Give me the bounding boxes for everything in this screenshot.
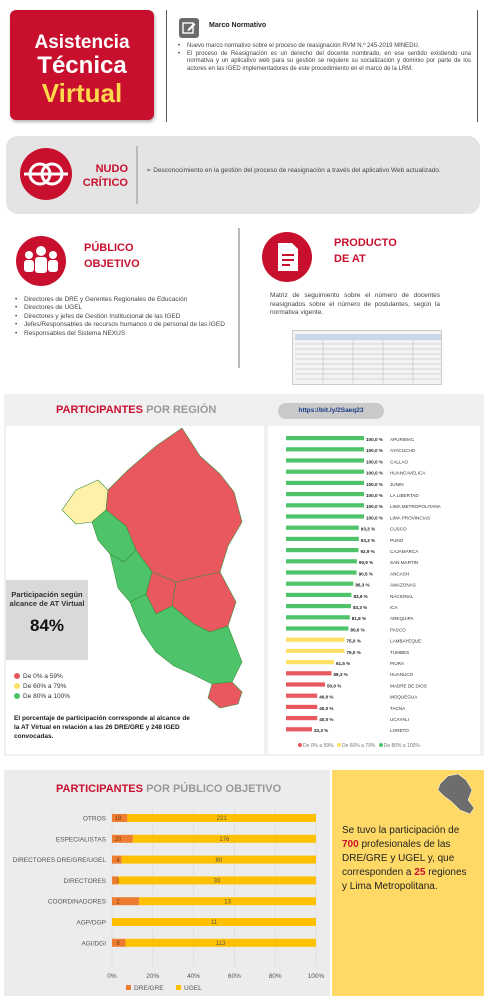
region-title-grey: POR REGIÓN: [146, 404, 217, 416]
nudo-title-line-1: NUDO: [95, 163, 128, 175]
region-bar: [286, 682, 325, 686]
region-bar: [286, 593, 351, 597]
region-bar-label: NACIONAL: [390, 593, 414, 599]
category-label: COORDINADORES: [47, 898, 106, 906]
region-note: El porcentaje de participación corresponde al alcance de la AT Virtual en relación a las 26 DRE/GRE y 248 IGED convocadas.: [14, 715, 190, 740]
region-bar: [286, 727, 312, 731]
region-bar-value: 92,9 %: [360, 549, 375, 554]
participation-box: [6, 580, 88, 660]
producto-title-line-1: PRODUCTO: [334, 237, 397, 249]
region-bar-label: LIMA PROVINCIAS: [390, 515, 431, 521]
region-bar-label: SAN MARTIN: [390, 560, 419, 566]
x-tick-label: 0%: [107, 973, 117, 980]
region-bar-value: 58,3 %: [333, 672, 348, 678]
po-text-before: Se tuvo la participación de: [342, 825, 460, 836]
legend-dot-mid: [14, 683, 20, 689]
legend-swatch-dre: [126, 985, 131, 990]
region-bar-label: LIMA METROPOLITANA: [390, 504, 441, 510]
region-bar-value: 83,3 %: [352, 605, 368, 610]
region-title-red: PARTICIPANTES: [56, 404, 143, 416]
region-bar-value: 100,0 %: [366, 459, 383, 465]
legend-item: [14, 672, 70, 682]
region-bar: [286, 694, 317, 698]
region-bar-label: TUMBES: [390, 649, 410, 655]
bar-ugel-value: 113: [215, 941, 226, 947]
po-text-after: regiones y Lima Metropolitana.: [342, 867, 467, 892]
matrix-thumbnail: [292, 330, 442, 385]
region-bar-value: 80,0 %: [350, 627, 365, 633]
region-bar: [286, 582, 353, 586]
po-title-red: PARTICIPANTES: [56, 783, 143, 795]
category-label: DIRECTORES DRE/GRE/UGEL: [12, 857, 106, 865]
document-icon: [262, 232, 312, 282]
po-text-middle: profesionales de las DRE/GRE y UGEL y, que corresponden a: [342, 839, 455, 878]
region-bar: [286, 470, 364, 474]
region-bar-chart: [268, 426, 480, 754]
nudo-critico-title: [80, 162, 128, 190]
bar-dre-gre-value: 18: [114, 816, 122, 823]
participation-label: Participación según alcance de AT Virtual: [9, 590, 85, 608]
title-banner: [10, 10, 154, 120]
legend-label: De 60% a 79%: [23, 683, 67, 690]
region-bar: [286, 526, 359, 530]
region-bar-label: APURIMAC: [390, 437, 415, 442]
region-bar: [286, 660, 334, 664]
region-bar-value: 100,0 %: [366, 470, 383, 476]
region-bar: [286, 626, 348, 630]
publico-stacked-chart: [4, 806, 330, 996]
knot-icon: [20, 148, 72, 200]
region-bar-value: 100,0 %: [366, 437, 383, 442]
bar-ugel-value: 33: [213, 878, 221, 885]
region-bar-label: CUSCO: [390, 526, 407, 532]
region-bar-label: AMAZONAS: [390, 582, 416, 588]
region-title: [56, 404, 216, 416]
list-item: • Directores de DRE y Gerentes Regionales de Educación: [14, 296, 244, 304]
legend-dot-low: [14, 673, 20, 679]
peru-map-icon: [430, 772, 480, 821]
list-item: • Jefes/Responsables de recursos humanos o de personal de las IGED: [14, 321, 244, 329]
bar-ugel-value: 11: [210, 920, 218, 927]
po-number-1: 700: [342, 839, 359, 850]
producto-title-line-2: DE AT: [334, 253, 366, 265]
region-link[interactable]: https://bit.ly/2Saeq23: [278, 403, 384, 419]
people-icon: [16, 236, 66, 286]
edit-icon: [179, 18, 199, 38]
x-tick-label: 80%: [268, 973, 282, 980]
region-bar-value: 100,0 %: [366, 493, 383, 498]
region-bar-value: 100,0 %: [366, 448, 383, 454]
bar-dre-gre-value: 20: [114, 837, 122, 843]
bar-ugel-value: 221: [216, 816, 227, 823]
region-bar-label: PASCO: [390, 627, 406, 633]
region-bar: [286, 514, 364, 518]
region-bar: [286, 671, 331, 675]
legend-label: UGEL: [184, 985, 202, 992]
title-line-2: Técnica: [37, 52, 127, 79]
category-label: OTROS: [82, 815, 106, 823]
bar-dre-gre-value: 8: [116, 941, 120, 947]
region-bar-label: TACNA: [390, 705, 406, 711]
region-bar: [286, 481, 364, 485]
publico-summary-text: [342, 824, 472, 894]
region-bar: [286, 615, 350, 619]
marco-bullet: • Nuevo marco normativo sobre el proceso de reasignación RVM N.º 245-2019 MINEDU.: [175, 43, 471, 51]
publico-title-line-2: OBJETIVO: [84, 258, 140, 270]
region-bar-label: AREQUIPA: [390, 616, 414, 622]
region-bar-value: 81,8 %: [351, 616, 367, 622]
producto-title: [334, 235, 397, 267]
region-bar-value: 75,0 %: [346, 649, 361, 655]
title-line-3: Virtual: [41, 78, 123, 108]
legend-label: De 80% a 100%: [23, 693, 70, 700]
bar-legend-label: De 0% a 59%: [303, 743, 334, 749]
list-item: • Responsables del Sistema NEXUS: [14, 330, 244, 338]
category-label: AGP/DGP: [76, 919, 106, 927]
region-bar-value: 93,3 %: [360, 537, 376, 543]
publico-title-line-1: PÚBLICO: [84, 242, 134, 254]
marco-normativo-title: Marco Normativo: [209, 22, 267, 29]
x-tick-label: 100%: [307, 973, 325, 980]
region-bar-value: 93,3 %: [360, 526, 376, 532]
region-bar-label: PIURA: [390, 661, 405, 666]
region-bar-value: 50,0 %: [327, 683, 342, 689]
bar-legend: [296, 743, 420, 749]
region-bar-value: 100,0 %: [366, 481, 383, 487]
region-moquegua-tacna: [208, 682, 242, 708]
region-bar-label: JUNIN: [390, 481, 404, 487]
bar-ugel-value: 80: [215, 857, 223, 864]
marco-normativo-panel: [166, 10, 478, 122]
region-bar-label: ANCASH: [390, 571, 410, 577]
category-label: ESPECIALISTAS: [55, 836, 106, 844]
map-legend: [14, 672, 70, 702]
participation-value: 84%: [29, 616, 65, 635]
region-bar-value: 40,0 %: [319, 717, 334, 722]
title-line-1: Asistencia: [34, 32, 130, 53]
bar-legend-label: De 80% a 100%: [383, 743, 420, 749]
legend-dot-high: [379, 743, 383, 747]
legend-swatch-ugel: [176, 985, 181, 990]
region-bar-value: 40,0 %: [319, 705, 334, 711]
legend-dot-high: [14, 693, 20, 699]
region-bar: [286, 537, 359, 541]
region-bar: [286, 458, 364, 462]
bar-ugel-value: 176: [219, 837, 230, 843]
region-bar: [286, 604, 351, 608]
region-bar: [286, 705, 317, 709]
list-item: • Directores y jefes de Gestión Institucional de las IGED: [14, 313, 244, 321]
po-number-2: 25: [414, 867, 426, 878]
legend-label: DRE/GRE: [134, 985, 164, 992]
region-bar: [286, 716, 317, 720]
legend-item: [14, 692, 70, 702]
region-bar: [286, 503, 364, 507]
x-tick-label: 60%: [227, 973, 241, 980]
category-label: AGI/DGI: [81, 940, 106, 948]
divider: [238, 228, 240, 368]
bar-dre-gre-value: 4: [116, 857, 120, 864]
region-bar-label: CAJAMARCA: [390, 549, 419, 554]
region-bar-label: LAMBAYEQUE: [390, 638, 422, 644]
region-bar: [286, 492, 364, 496]
legend-dot-mid: [337, 743, 341, 747]
region-bar: [286, 447, 364, 451]
region-bar-label: HUANCAVELICA: [390, 470, 426, 476]
producto-text: Matriz de seguimiento sobre el número de docentes reasignados sobre el número de postulantes, según la normativa vigente.: [270, 292, 440, 316]
region-bar: [286, 638, 345, 642]
region-bar-label: LORETO: [390, 728, 409, 734]
publico-objetivo-list: [14, 296, 244, 338]
region-bar-label: LA LIBERTAD: [390, 493, 419, 498]
publico-chart-title: [56, 783, 281, 795]
region-bar: [286, 559, 357, 563]
region-bar-label: PUNO: [390, 537, 404, 543]
region-bar-value: 100,0 %: [366, 515, 383, 521]
region-bar-value: 40,0 %: [319, 694, 334, 700]
nudo-title-line-2: CRÍTICO: [82, 177, 128, 189]
region-bar: [286, 548, 358, 552]
region-bar-value: 61,5 %: [335, 661, 351, 666]
legend-dot-low: [298, 743, 302, 747]
region-bar-label: CALLAO: [390, 459, 409, 465]
divider: [136, 146, 138, 204]
marco-bullet: • El proceso de Reasignación es un derecho del docente nombrado, en ese sentido existiendo una normativa y un aplicativo web para su gestión se requiere su socialización y dominio por parte de los actores en las IGED implementadores de este procedimiento en el marco de la LRM.: [175, 51, 471, 74]
region-bar-label: MOQUEGUA: [390, 694, 418, 700]
bar-legend-label: De 60% a 79%: [341, 743, 376, 749]
region-bar-label: ICA: [390, 605, 398, 610]
x-tick-label: 40%: [187, 973, 201, 980]
legend-item: [14, 682, 70, 692]
region-bar-value: 83,9 %: [353, 593, 368, 599]
region-bar-value: 33,3 %: [313, 728, 329, 734]
region-bar-label: MADRE DE DIOS: [390, 683, 427, 689]
legend-label: De 0% a 59%: [23, 673, 63, 680]
bar-dre-gre-value: 1: [116, 878, 120, 885]
region-bar-value: 100,0 %: [366, 504, 383, 510]
region-bars-panel: [268, 426, 480, 754]
region-bar-value: 90,5 %: [358, 571, 373, 577]
region-bar-value: 86,3 %: [355, 582, 370, 588]
region-bar: [286, 436, 364, 440]
region-bar-label: AYACUCHO: [390, 448, 416, 454]
region-bar-label: HUANUCO: [390, 672, 414, 678]
nudo-critico-text: ➢ Desconocimiento en la gestión del proceso de reasignación a través del aplicativo Web actualizado.: [146, 167, 441, 174]
bar-ugel-value: 13: [224, 899, 231, 906]
region-bar-label: UCAYALI: [390, 717, 409, 722]
po-title-grey: POR PÚBLICO OBJETIVO: [146, 783, 282, 795]
marco-normativo-list: [175, 43, 471, 73]
x-tick-label: 20%: [146, 973, 160, 980]
region-bar: [286, 649, 345, 653]
bar-dre-gre-value: 2: [116, 899, 120, 906]
list-item: • Directores de UGEL: [14, 304, 244, 312]
region-bar: [286, 570, 357, 574]
region-bar-value: 90,9 %: [358, 560, 374, 566]
publico-objetivo-title: [84, 240, 140, 272]
region-bar-value: 75,0 %: [346, 638, 361, 644]
category-label: DIRECTORES: [63, 877, 106, 885]
